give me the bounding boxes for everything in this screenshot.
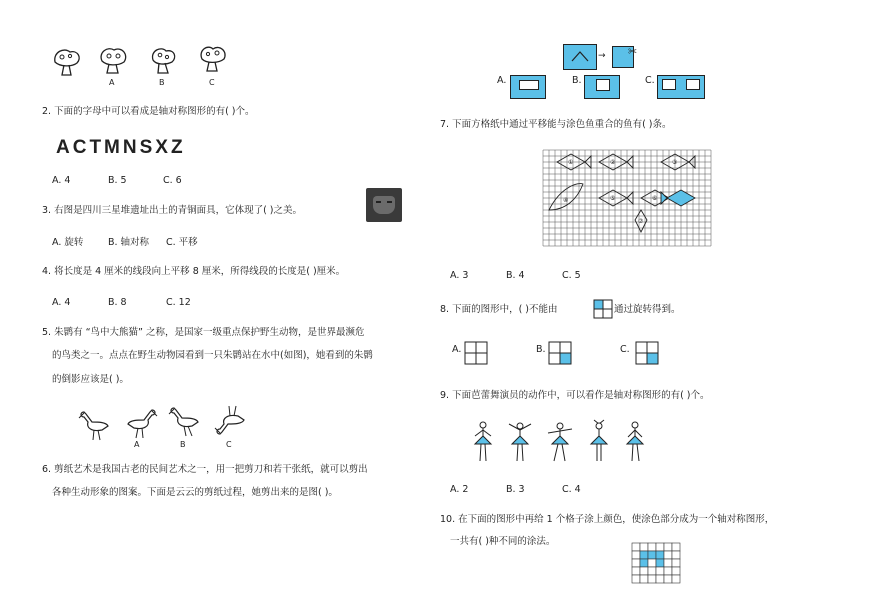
q9-text: 9. 下面芭蕾舞演员的动作中，可以看作是轴对称图形的有( )个。: [440, 390, 710, 401]
folded-paper: [563, 44, 597, 70]
shaded-cell: [640, 551, 648, 559]
q5-option-c[interactable]: C: [226, 440, 232, 449]
ballet-dancer-icon: [586, 418, 612, 462]
q4-text: 4. 将长度是 4 厘米的线段向上平移 8 厘米，所得线段的长度是( )厘米。: [42, 266, 346, 277]
mushroom-icon: [148, 46, 178, 76]
fish-label-1: ①: [568, 159, 574, 166]
grid-cell: [672, 551, 680, 559]
ballet-dancer-icon: [470, 420, 496, 462]
q8-reference-square: [594, 300, 612, 318]
q3-option-c[interactable]: C. 平移: [166, 237, 198, 248]
ballet-dancer-icon: [545, 420, 575, 462]
q4-option-b[interactable]: B. 8: [108, 297, 127, 308]
fish-grid: [543, 150, 711, 246]
q9-option-c[interactable]: C. 4: [562, 484, 581, 495]
q6-option-c-figure: [657, 75, 705, 99]
ballet-dancer-icon: [622, 420, 648, 462]
q1-option-b[interactable]: B: [159, 78, 165, 87]
q8-option-b[interactable]: B.: [536, 344, 546, 355]
q5-line1: 5. 朱鹮有 “鸟中大熊猫” 之称，是国家一级重点保护野生动物，是世界最濒危: [42, 327, 365, 338]
q2-letters: ACTMNSXZ: [56, 137, 186, 158]
fish-label-4: ④: [563, 197, 569, 204]
grid-cell: [648, 575, 656, 583]
q7-text: 7. 下面方格纸中通过平移能与涂色鱼重合的鱼有( )条。: [440, 119, 672, 130]
grid-cell: [664, 575, 672, 583]
q5-line2: 的鸟类之一。点点在野生动物园看到一只朱鹮站在水中(如图)，她看到的朱鹮: [52, 350, 373, 361]
q4-option-a[interactable]: A. 4: [52, 297, 71, 308]
grid-cell: [664, 551, 672, 559]
grid-cell: [640, 575, 648, 583]
grid-cell: [656, 575, 664, 583]
q8-text-before: 8. 下面的图形中，( )不能由: [440, 304, 558, 315]
grid-cell: [632, 559, 640, 567]
q6-line2: 各种生动形象的图案。下面是云云的剪纸过程，她剪出来的是图( )。: [52, 487, 338, 498]
q5-option-b[interactable]: B: [180, 440, 186, 449]
ballet-dancer-icon: [505, 420, 535, 462]
grid-cell: [632, 543, 640, 551]
grid-cell: [672, 575, 680, 583]
grid-cell: [672, 567, 680, 575]
q10-line2: 一共有( )种不同的涂法。: [450, 536, 556, 547]
grid-cell: [640, 567, 648, 575]
q10-grid: [632, 543, 682, 581]
q8-text-after: 通过旋转得到。: [614, 304, 681, 315]
fish-label-5: ⑤: [610, 195, 616, 202]
mushroom-icon: [198, 44, 228, 74]
q3-text: 3. 右图是四川三星堆遗址出土的青铜面具，它体现了( )之美。: [42, 205, 303, 216]
q5-line3: 的倒影应该是( )。: [52, 374, 129, 385]
q8-option-b-figure: [549, 342, 571, 364]
grid-cell: [632, 567, 640, 575]
q3-option-b[interactable]: B. 轴对称: [108, 237, 150, 248]
scissors-icon: ✂: [628, 45, 638, 58]
fish-label-6: ⑥: [652, 195, 658, 202]
q6-line1: 6. 剪纸艺术是我国古老的民间艺术之一，用一把剪刀和若干张纸，就可以剪出: [42, 464, 368, 475]
q2-text: 2. 下面的字母中可以看成是轴对称图形的有( )个。: [42, 106, 255, 117]
grid-cell: [656, 543, 664, 551]
q10-line1: 10. 在下面的图形中再给 1 个格子涂上颜色，使涂色部分成为一个轴对称图形，: [440, 514, 775, 525]
shaded-cell: [656, 559, 664, 567]
grid-cell: [648, 559, 656, 567]
q6-option-a-figure: [510, 75, 546, 99]
grid-cell: [632, 551, 640, 559]
q2-option-c[interactable]: C. 6: [163, 175, 182, 186]
mushroom-icon: [52, 48, 82, 78]
grid-cell: [632, 575, 640, 583]
grid-cell: [656, 567, 664, 575]
q1-option-a[interactable]: A: [109, 78, 115, 87]
fish-label-3: ③: [672, 159, 678, 166]
q6-option-b[interactable]: B.: [572, 75, 582, 86]
shaded-fish: [661, 190, 695, 206]
grid-cell: [672, 543, 680, 551]
q9-option-a[interactable]: A. 2: [450, 484, 469, 495]
shaded-cell: [656, 551, 664, 559]
q2-option-b[interactable]: B. 5: [108, 175, 127, 186]
q6-option-b-figure: [584, 75, 620, 99]
crane-icon: [168, 404, 202, 438]
bronze-mask-image: [366, 188, 402, 222]
q4-option-c[interactable]: C. 12: [166, 297, 191, 308]
q2-option-a[interactable]: A. 4: [52, 175, 71, 186]
grid-cell: [648, 543, 656, 551]
q5-option-a[interactable]: A: [134, 440, 140, 449]
crane-icon: [124, 406, 158, 440]
grid-cell: [664, 543, 672, 551]
q1-option-c[interactable]: C: [209, 78, 215, 87]
q8-option-a-figure: [465, 342, 487, 364]
grid-cell: [640, 543, 648, 551]
grid-cell: [664, 567, 672, 575]
grid-cell: [672, 559, 680, 567]
q8-option-c-figure: [636, 342, 658, 364]
fish-label-7: ⑦: [638, 218, 644, 225]
grid-cell: [664, 559, 672, 567]
q7-option-a[interactable]: A. 3: [450, 270, 469, 281]
arrow-icon: →: [598, 51, 606, 61]
fish-label-2: ②: [610, 159, 616, 166]
q6-option-a[interactable]: A.: [497, 75, 507, 86]
q6-option-c[interactable]: C.: [645, 75, 655, 86]
q9-option-b[interactable]: B. 3: [506, 484, 525, 495]
shaded-cell: [648, 551, 656, 559]
q8-option-a[interactable]: A.: [452, 344, 462, 355]
crane-icon: [78, 408, 112, 442]
q7-option-c[interactable]: C. 5: [562, 270, 581, 281]
crane-icon: [214, 404, 248, 438]
mushroom-icon: [98, 46, 128, 76]
q3-option-a[interactable]: A. 旋转: [52, 237, 84, 248]
grid-cell: [648, 567, 656, 575]
q8-option-c[interactable]: C.: [620, 344, 630, 355]
shaded-cell: [640, 559, 648, 567]
q7-option-b[interactable]: B. 4: [506, 270, 525, 281]
